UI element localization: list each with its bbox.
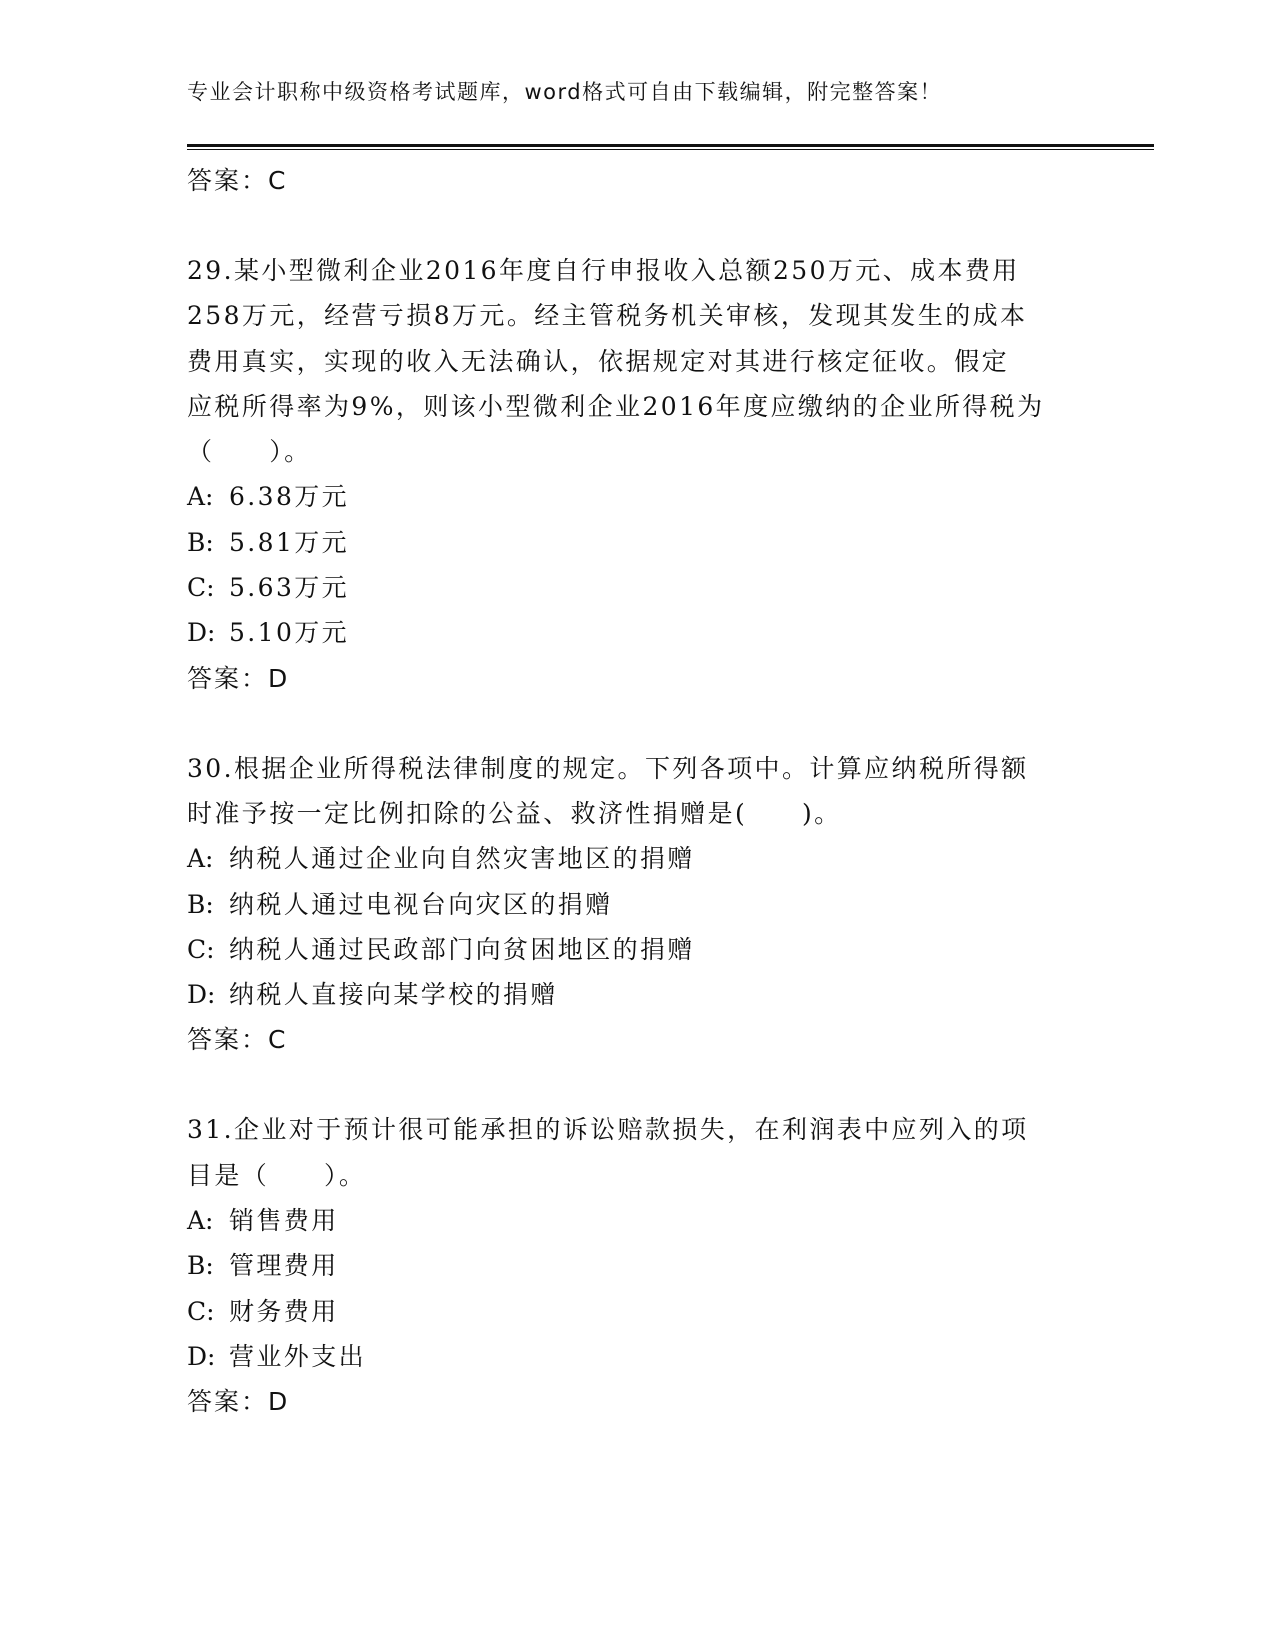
option-a: A: 6.38万元 — [187, 482, 350, 512]
option-b: B: 5.81万元 — [187, 527, 350, 557]
stem-line: 费用真实，实现的收入无法确认，依据规定对其进行核定征收。假定 — [187, 346, 1010, 376]
answer-value: C — [268, 166, 286, 195]
question-stem — [187, 1107, 1087, 1198]
option-c: C: 财务费用 — [187, 1296, 339, 1326]
answer-value: C — [268, 1025, 286, 1055]
answer-label: 答案： — [187, 166, 269, 195]
option-d: D: 营业外支出 — [187, 1341, 367, 1371]
option-d: D: 纳税人直接向某学校的捐赠 — [187, 980, 558, 1010]
question-stem — [187, 248, 1087, 474]
prev-answer — [187, 158, 1087, 203]
stem-line: 30.根据企业所得税法律制度的规定。下列各项中。计算应纳税所得额 — [187, 753, 1029, 783]
stem-line: 258万元，经营亏损8万元。经主管税务机关审核，发现其发生的成本 — [187, 301, 1028, 331]
stem-line: 31.企业对于预计很可能承担的诉讼赔款损失，在利润表中应列入的项 — [187, 1115, 1029, 1145]
stem-line: 时准予按一定比例扣除的公益、救济性捐赠是( )。 — [187, 798, 842, 828]
option-b: B: 管理费用 — [187, 1251, 339, 1281]
answer-label: 答案： — [187, 1387, 269, 1417]
question-29 — [187, 248, 1087, 701]
answer-label: 答案： — [187, 1025, 269, 1055]
stem-line: 29.某小型微利企业2016年度自行申报收入总额250万元、成本费用 — [187, 256, 1020, 285]
option-c: C: 5.63万元 — [187, 573, 350, 603]
question-answer — [187, 1379, 1087, 1424]
answer-value: D — [268, 1387, 288, 1417]
option-c: C: 纳税人通过民政部门向贫困地区的捐赠 — [187, 934, 695, 964]
answer-value: D — [268, 663, 288, 693]
page-header: 专业会计职称中级资格考试题库，word格式可自由下载编辑，附完整答案！ — [187, 80, 943, 104]
option-a: A: 销售费用 — [187, 1206, 339, 1236]
header-divider — [187, 144, 1154, 147]
option-b: B: 纳税人通过电视台向灾区的捐赠 — [187, 889, 613, 919]
question-list — [187, 158, 1087, 1424]
question-answer — [187, 1017, 1087, 1062]
stem-line: （ ）。 — [187, 437, 312, 467]
question-31 — [187, 1107, 1087, 1424]
option-a: A: 纳税人通过企业向自然灾害地区的捐赠 — [187, 844, 695, 874]
stem-line: 应税所得率为9%，则该小型微利企业2016年度应缴纳的企业所得税为 — [187, 391, 1045, 421]
answer-label: 答案： — [187, 663, 269, 693]
question-30 — [187, 746, 1087, 1063]
stem-line: 目是（ ）。 — [187, 1160, 367, 1190]
question-answer — [187, 656, 1087, 701]
option-d: D: 5.10万元 — [187, 618, 350, 648]
question-stem — [187, 746, 1087, 837]
header-divider-thin — [187, 149, 1154, 150]
